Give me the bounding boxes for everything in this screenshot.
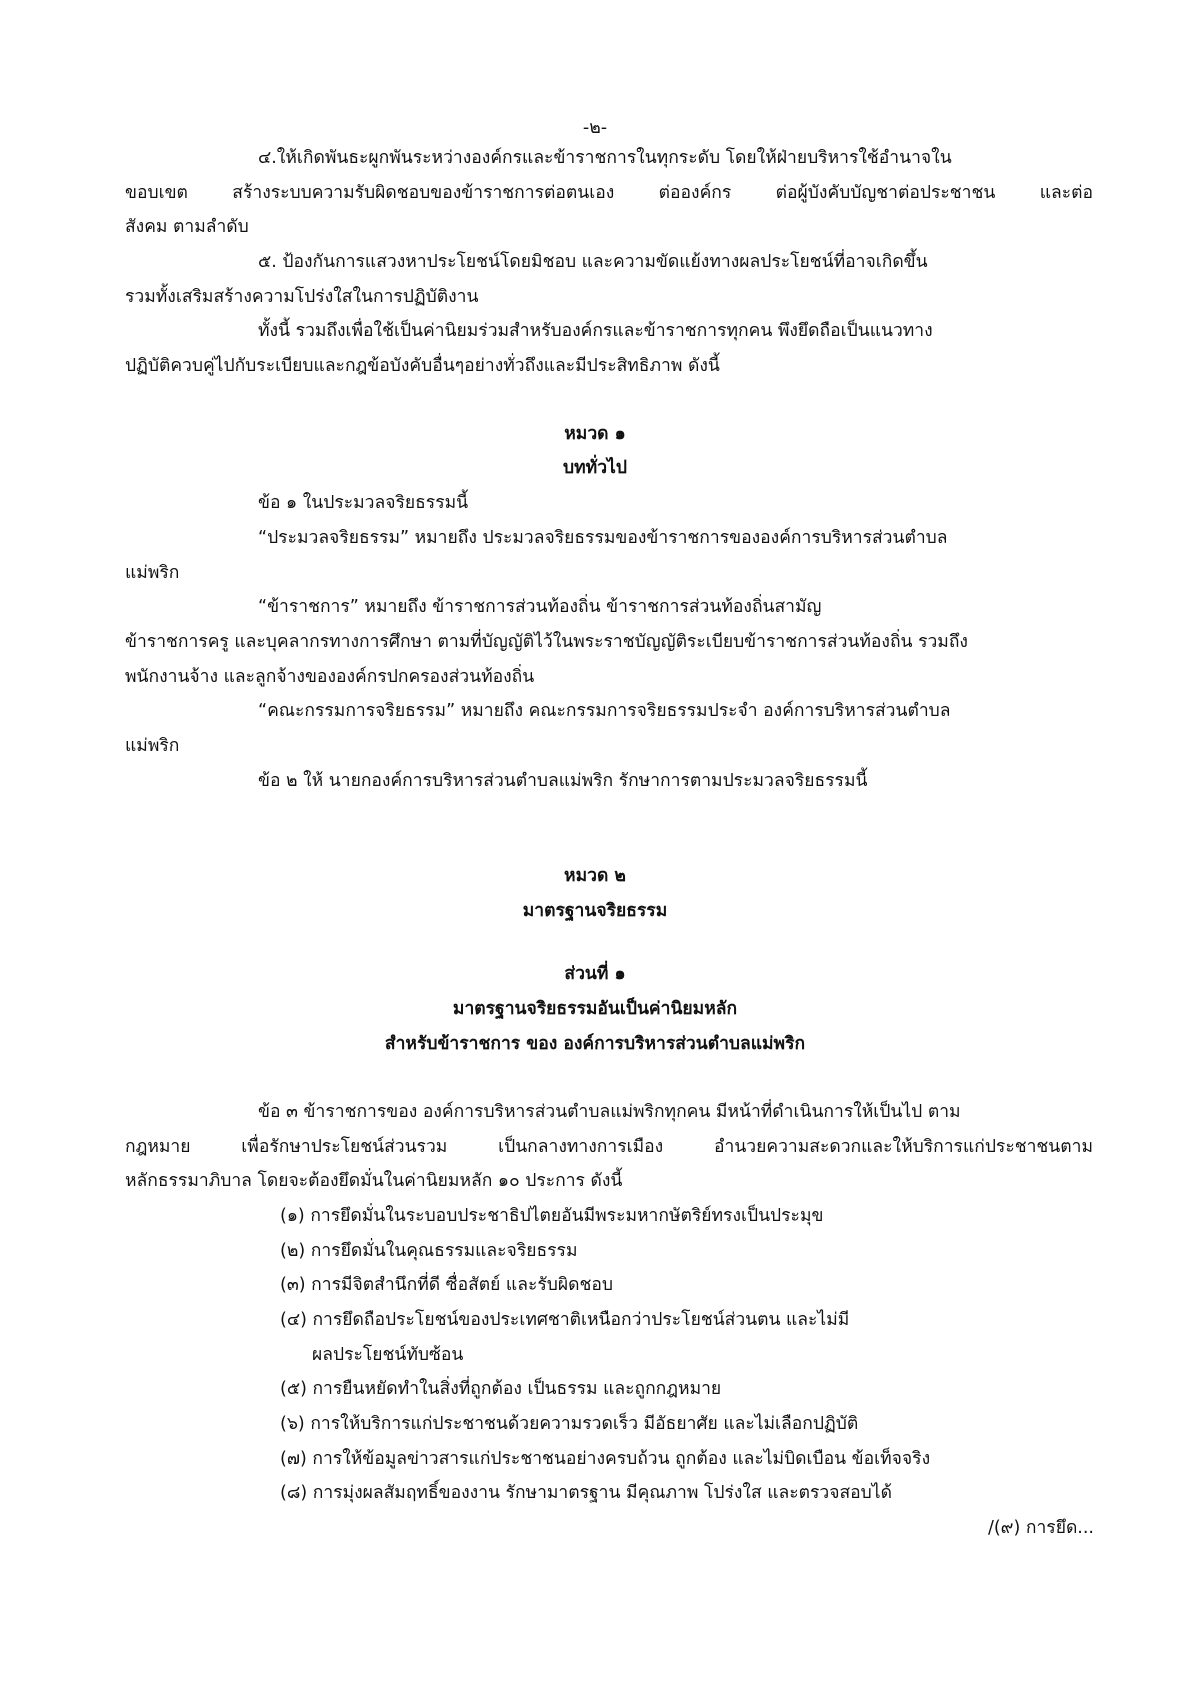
def-committee-line1: “คณะกรรมการจริยธรรม” หมายถึง คณะกรรมการจริยธรรมประจำ องค์การบริหารส่วนตำบล [258, 701, 951, 721]
value-item: (๖) การให้บริการแก่ประชาชนด้วยความรวดเร็ว มีอัธยาศัย และไม่เลือกปฏิบัติ [280, 1414, 859, 1434]
def-official-line3: พนักงานจ้าง และลูกจ้างขององค์กรปกครองส่วนท้องถิ่น [125, 667, 535, 687]
chapter1-title: บททั่วไป [563, 458, 627, 478]
value-item: (๔) การยึดถือประโยชน์ของประเทศชาติเหนือกว่าประโยชน์ส่วนตน และไม่มี [280, 1310, 850, 1330]
chapter2-heading: หมวด ๒ [564, 866, 626, 886]
continuation-marker: /(๙) การยึด... [987, 1518, 1094, 1538]
item5-line1: ๕. ป้องกันการแสวงหาประโยชน์โดยมิชอบ และความขัดแย้งทางผลประโยชน์ที่อาจเกิดขึ้น [258, 252, 928, 272]
def-official-line2: ข้าราชการครู และบุคลากรทางการศึกษา ตามที่บัญญัติไว้ในพระราชบัญญัติระเบียบข้าราชการส่วนท้องถิ่น รวมถึง [125, 632, 968, 652]
page-number: -๒- [582, 118, 608, 138]
closing-line1: ทั้งนี้ รวมถึงเพื่อใช้เป็นค่านิยมร่วมสำหรับองค์กรและข้าราชการทุกคน พึงยึดถือเป็นแนวทาง [258, 321, 933, 341]
part1-title-line2: สำหรับข้าราชการ ของ องค์การบริหารส่วนตำบลแม่พริก [384, 1034, 806, 1054]
chapter1-heading: หมวด ๑ [564, 424, 626, 444]
item5-line2: รวมทั้งเสริมสร้างความโปร่งใสในการปฏิบัติงาน [125, 287, 479, 307]
item4-line1: ๔.ให้เกิดพันธะผูกพันระหว่างองค์กรและข้าราชการในทุกระดับ โดยให้ฝ่ายบริหารใช้อำนาจใน [258, 148, 952, 168]
item4-line2: ขอบเขต สร้างระบบความรับผิดชอบของข้าราชการต่อตนเอง ต่อองค์กร ต่อผู้บังคับบัญชาต่อประชาชน และต่อ [125, 183, 1093, 203]
clause3-line2: กฎหมาย เพื่อรักษาประโยชน์ส่วนรวม เป็นกลางทางการเมือง อำนวยความสะดวกและให้บริการแก่ประชาชนตาม [125, 1137, 1093, 1157]
value-item: (๓) การมีจิตสำนึกที่ดี ซื่อสัตย์ และรับผิดชอบ [280, 1275, 613, 1295]
def-official-line1: “ข้าราชการ” หมายถึง ข้าราชการส่วนท้องถิ่น ข้าราชการส่วนท้องถิ่นสามัญ [258, 597, 822, 617]
def-code-line2: แม่พริก [125, 563, 180, 583]
def-code-line1: “ประมวลจริยธรรม” หมายถึง ประมวลจริยธรรมของข้าราชการขององค์การบริหารส่วนตำบล [258, 528, 948, 548]
clause3-line1: ข้อ ๓ ข้าราชการของ องค์การบริหารส่วนตำบลแม่พริกทุกคน มีหน้าที่ดำเนินการให้เป็นไป ตาม [258, 1102, 961, 1122]
value-item: (๒) การยึดมั่นในคุณธรรมและจริยธรรม [280, 1241, 578, 1261]
clause1: ข้อ ๑ ในประมวลจริยธรรมนี้ [258, 493, 469, 513]
value-item: (๑) การยึดมั่นในระบอบประชาธิปไตยอันมีพระมหากษัตริย์ทรงเป็นประมุข [280, 1206, 824, 1226]
value-item-continued: ผลประโยชน์ทับซ้อน [312, 1345, 464, 1365]
chapter2-title: มาตรฐานจริยธรรม [522, 901, 668, 921]
value-item: (๕) การยืนหยัดทำในสิ่งที่ถูกต้อง เป็นธรรม และถูกกฎหมาย [280, 1379, 722, 1399]
value-item: (๗) การให้ข้อมูลข่าวสารแก่ประชาชนอย่างครบถ้วน ถูกต้อง และไม่บิดเบือน ข้อเท็จจริง [280, 1449, 931, 1469]
clause3-line3: หลักธรรมาภิบาล โดยจะต้องยึดมั่นในค่านิยมหลัก ๑๐ ประการ ดังนี้ [125, 1171, 623, 1191]
def-committee-line2: แม่พริก [125, 736, 180, 756]
closing-line2: ปฏิบัติควบคู่ไปกับระเบียบและกฎข้อบังคับอื่นๆอย่างทั่วถึงและมีประสิทธิภาพ ดังนี้ [125, 356, 720, 376]
clause2: ข้อ ๒ ให้ นายกองค์การบริหารส่วนตำบลแม่พริก รักษาการตามประมวลจริยธรรมนี้ [258, 771, 868, 791]
part1-heading: ส่วนที่ ๑ [564, 964, 626, 984]
item4-line3: สังคม ตามลำดับ [125, 217, 249, 237]
part1-title-line1: มาตรฐานจริยธรรมอันเป็นค่านิยมหลัก [452, 999, 738, 1019]
value-item: (๘) การมุ่งผลสัมฤทธิ์ของงาน รักษามาตรฐาน มีคุณภาพ โปร่งใส และตรวจสอบได้ [280, 1483, 892, 1503]
